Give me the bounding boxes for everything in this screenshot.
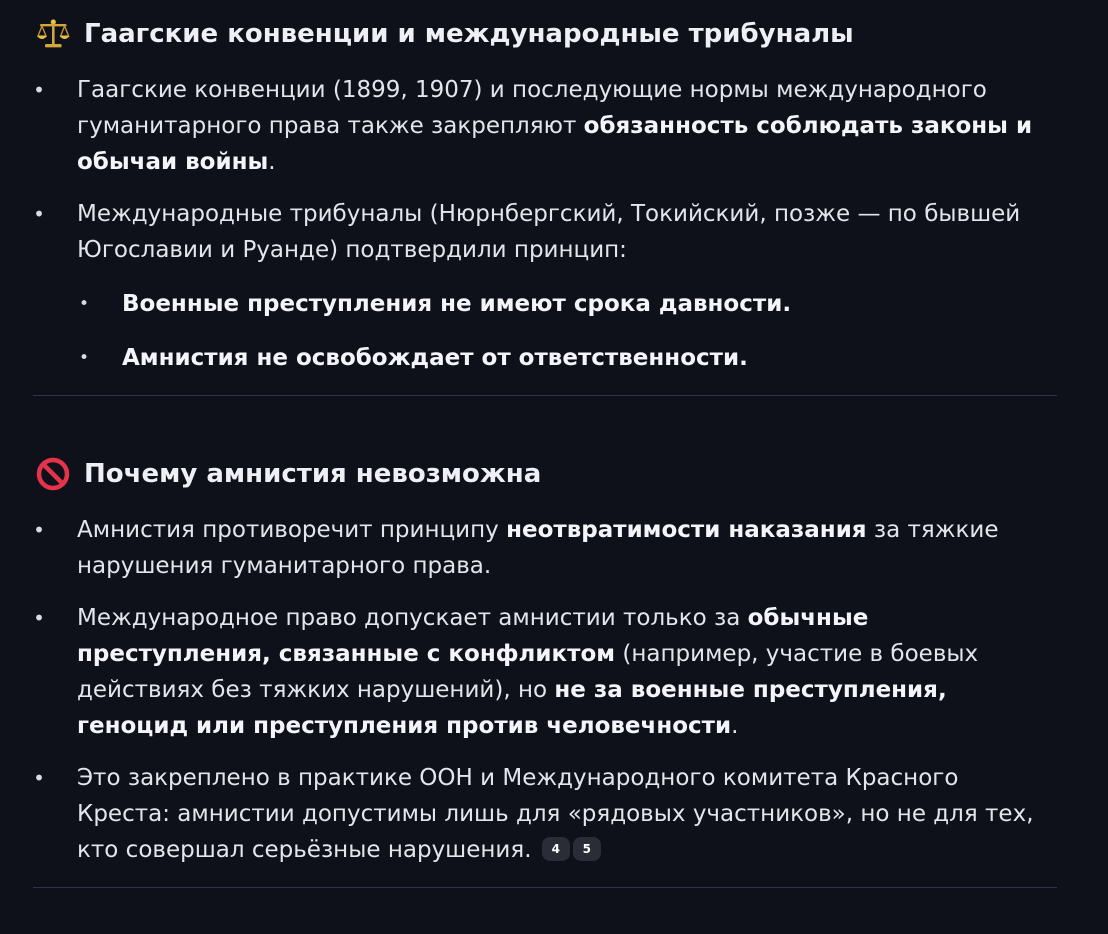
item-bold-text: неотвратимости наказания [506, 517, 867, 543]
section-divider [33, 887, 1057, 888]
bullet-marker: • [33, 78, 45, 102]
item-text: за тяжкие нарушения гуманитарного права. [77, 517, 999, 579]
item-text: Гаагские конвенции (1899, 1907) и последующие нормы международного гуманитарного права также закрепляют [77, 77, 987, 139]
list-item [33, 512, 1057, 584]
bullet-marker: • [33, 766, 45, 790]
item-bold-text: обычные преступления, связанные с конфликтом [77, 605, 869, 667]
bullet-marker: • [78, 294, 90, 314]
section-title: Почему амнистия невозможна [84, 459, 542, 489]
section-hague [33, 12, 1057, 376]
citation-badge[interactable]: 4 [542, 837, 570, 861]
item-text: Амнистия противоречит принципу [77, 517, 507, 543]
prohibited-icon [35, 456, 71, 492]
bullet-marker: • [78, 348, 90, 368]
citation-badge[interactable]: 5 [573, 837, 601, 861]
section-heading [33, 452, 1057, 496]
item-text: Это закреплено в практике ООН и Международного комитета Красного Креста: амнистии допустимы лишь для «рядовых участников», но не для тех, кто совершал серьёзные нарушения. [77, 765, 1034, 863]
item-bold-text: Амнистия не освобождает от ответственности. [122, 345, 748, 371]
list-item [33, 600, 1057, 744]
item-text: . [731, 713, 739, 739]
item-text: Международное право допускает амнистии только за [77, 605, 748, 631]
scales-icon [35, 16, 71, 52]
bullet-marker: • [33, 606, 45, 630]
list-item [33, 196, 1057, 376]
bullet-marker: • [33, 518, 45, 542]
list-item [33, 760, 1057, 868]
item-bold-text: не за военные преступления, геноцид или преступления против человечности [77, 677, 947, 739]
sub-list-item [77, 286, 1057, 322]
list-item [33, 72, 1057, 180]
item-bold-text: обязанность соблюдать законы и обычаи войны [77, 113, 1033, 175]
sub-list-item [77, 340, 1057, 376]
bullet-list [33, 72, 1057, 376]
section-divider [33, 395, 1057, 396]
section-title: Гаагские конвенции и международные трибуналы [84, 19, 854, 49]
bullet-marker: • [33, 202, 45, 226]
section-heading [33, 12, 1057, 56]
item-text: . [268, 149, 276, 175]
item-text: (например, участие в боевых действиях без тяжких нарушений), но [77, 641, 979, 703]
sub-bullet-list [77, 286, 1057, 376]
bullet-list [33, 512, 1057, 868]
item-bold-text: Военные преступления не имеют срока давности. [122, 291, 792, 317]
item-text: Международные трибуналы (Нюрнбергский, Токийский, позже — по бывшей Югославии и Руанде) подтвердили принцип: [77, 201, 1021, 263]
section-why-amnesty [33, 452, 1057, 868]
